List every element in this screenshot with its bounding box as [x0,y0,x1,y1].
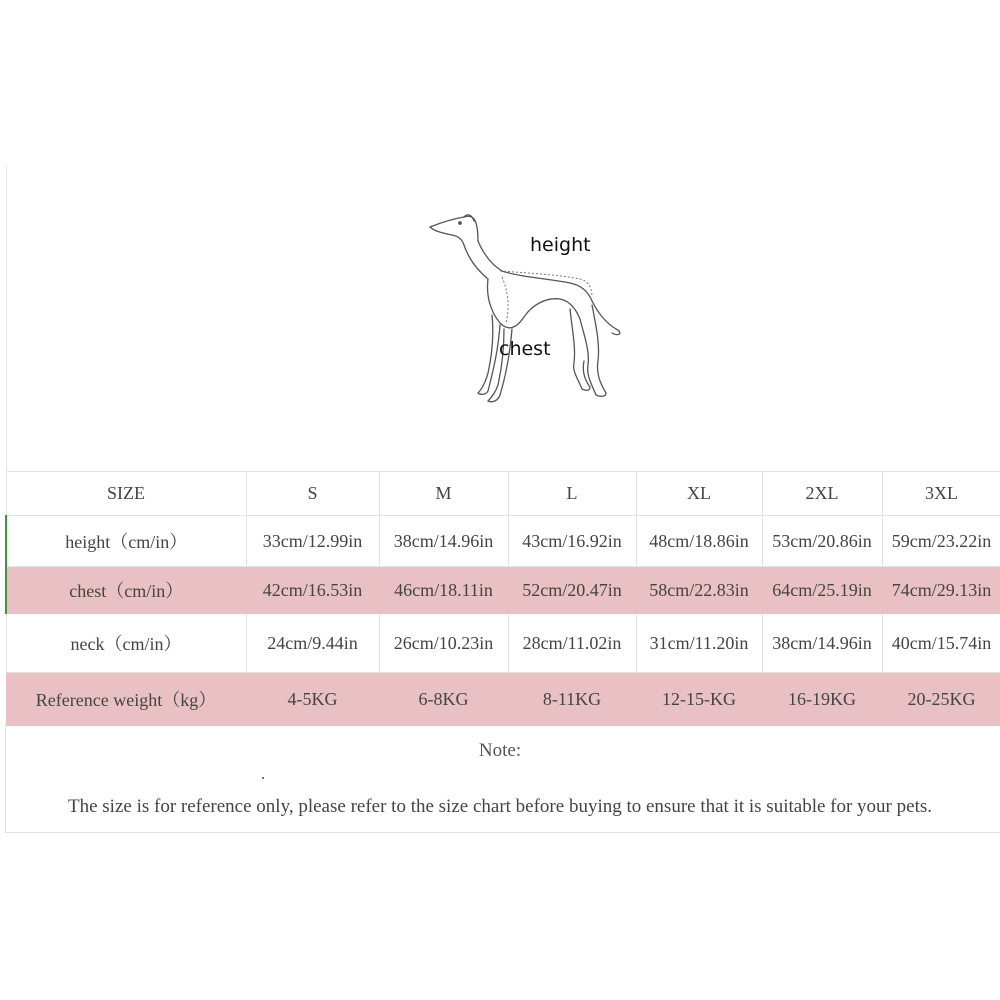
table-header-row [6,472,1000,516]
header-cell-m: M [379,472,508,516]
note-title: Note: [478,740,522,761]
table-cell: 59cm/23.22in [882,516,1000,567]
row-label: chest（cm/in） [6,567,246,614]
table-cell: 74cm/29.13in [882,567,1000,614]
dog-hind-leg-1 [580,305,606,396]
table-cell: 33cm/12.99in [246,516,379,567]
dog-head-outline [430,216,478,241]
table-cell: 16-19KG [762,673,882,726]
table-cell: 38cm/14.96in [379,516,508,567]
height-label: height [530,234,591,256]
table-row-weight [6,673,1000,726]
table-cell: 6-8KG [379,673,508,726]
table-cell: 4-5KG [246,673,379,726]
header-cell-s: S [246,472,379,516]
row-label: neck（cm/in） [6,614,246,673]
dog-front-leg-1 [478,315,500,394]
table-row-neck [6,614,1000,673]
note-bottom-border [5,832,1000,833]
left-border-line [6,165,7,470]
header-cell-xl: XL [636,472,762,516]
row-label: Reference weight（kg） [6,673,246,726]
height-measure-line [500,271,592,297]
dog-jaw-outline [430,227,464,245]
dog-chest-outline [488,279,581,328]
table-cell: 58cm/22.83in [636,567,762,614]
table-cell: 20-25KG [882,673,1000,726]
table-cell: 53cm/20.86in [762,516,882,567]
header-cell-size: SIZE [6,472,246,516]
table-cell: 31cm/11.20in [636,614,762,673]
header-cell-l: L [508,472,636,516]
table-cell: 8-11KG [508,673,636,726]
table-cell: 26cm/10.23in [379,614,508,673]
table-cell: 52cm/20.47in [508,567,636,614]
dog-eye [459,222,461,224]
table-cell: 38cm/14.96in [762,614,882,673]
table-cell: 40cm/15.74in [882,614,1000,673]
table-row-height [6,516,1000,567]
dog-neck-front [464,245,488,279]
note-text: The size is for reference only, please refer to the size chart before buying to ensure that it is suitable for your pets. [68,796,932,817]
table-cell: 24cm/9.44in [246,614,379,673]
chest-label: chest [499,338,551,360]
table-cell: 43cm/16.92in [508,516,636,567]
header-cell-3xl: 3XL [882,472,1000,516]
stray-dot [262,777,264,779]
table-cell: 64cm/25.19in [762,567,882,614]
chest-measure-line [502,277,508,323]
table-row-chest [6,567,1000,614]
table-cell: 46cm/18.11in [379,567,508,614]
table-cell: 12-15-KG [636,673,762,726]
size-chart-table [5,471,1000,726]
table-cell: 42cm/16.53in [246,567,379,614]
table-cell: 48cm/18.86in [636,516,762,567]
row-label: height（cm/in） [6,516,246,567]
header-cell-2xl: 2XL [762,472,882,516]
table-cell: 28cm/11.02in [508,614,636,673]
